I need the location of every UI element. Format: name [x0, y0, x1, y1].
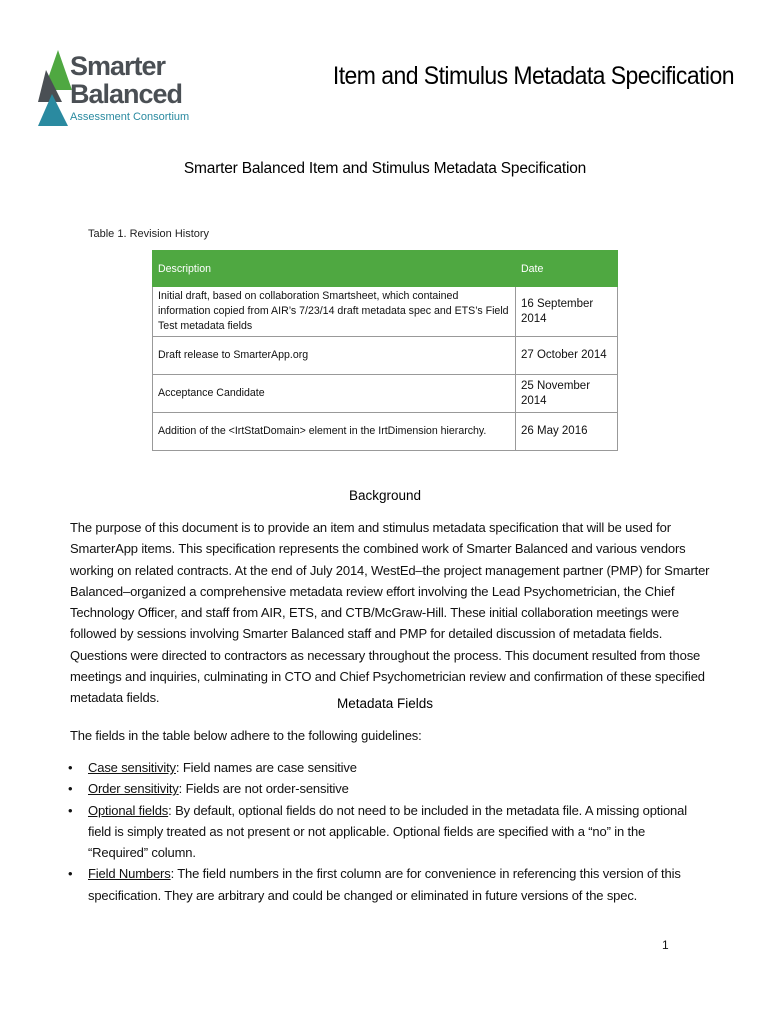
logo-text-balanced: Balanced — [70, 79, 183, 109]
bullet-icon: • — [68, 802, 73, 818]
metadata-fields-intro: The fields in the table below adhere to the following guidelines: — [70, 728, 422, 743]
column-header-date: Date — [516, 251, 618, 287]
page-number: 1 — [662, 938, 669, 952]
revision-description: Initial draft, based on collaboration Smartsheet, which contained information copied from AIR’s 7/23/14 draft metadata spec and ETS’s Field Test metadata fields — [153, 287, 516, 337]
document-title: Item and Stimulus Metadata Specification — [332, 62, 734, 90]
table-row — [153, 413, 618, 451]
background-paragraph: The purpose of this document is to provide an item and stimulus metadata specification that will be used for SmarterApp items. This specification represents the combined work of Smarter Balanced and various vendors working on related contracts. At the end of July 2014, WestEd–the project management partner (PMP) for Smarter Balanced–organized a comprehensive metadata review effort involving the Lead Psychometrician, the Chief Technology Officer, and staff from AIR, ETS, and CTB/McGraw-Hill. These initial collaboration meetings were followed by sessions involving Smarter Balanced staff and PMP for detailed discussion of metadata fields. Questions were directed to contractors as necessary throughout the process. This document resulted from those meetings and inquiries, culminating in CTO and Chief Psychometrician review and confirmation of these specified metadata fields. — [70, 520, 710, 706]
background-heading: Background — [348, 488, 422, 503]
document-subtitle: Smarter Balanced Item and Stimulus Metadata Specification — [183, 160, 587, 177]
bullet-icon: • — [68, 781, 73, 797]
revision-date: 27 October 2014 — [516, 337, 618, 375]
revision-history-table — [152, 250, 618, 451]
revision-date: 25 November 2014 — [516, 375, 618, 413]
bullet-icon: • — [68, 760, 73, 775]
list-item — [68, 778, 708, 799]
guideline-term: Field Numbers — [88, 866, 171, 882]
revision-description: Addition of the <IrtStatDomain> element in the IrtDimension hierarchy. — [153, 413, 516, 451]
metadata-fields-heading: Metadata Fields — [336, 696, 434, 711]
logo-text-smarter: Smarter — [70, 51, 166, 81]
guideline-text: : The field numbers in the first column are for convenience in referencing this version of this specification. They are arbitrary and could be changed or eliminated in future versions of the spec. — [88, 866, 681, 903]
table-row — [153, 375, 618, 413]
list-item — [68, 863, 708, 906]
smarter-balanced-logo — [38, 50, 188, 130]
list-item — [68, 757, 708, 778]
revision-date: 16 September 2014 — [516, 287, 618, 337]
table-caption: Table 1. Revision History — [88, 228, 210, 240]
guideline-term: Order sensitivity — [88, 781, 179, 797]
logo-text-consortium: Assessment Consortium — [70, 111, 190, 123]
table-row — [153, 287, 618, 337]
guidelines-list — [68, 757, 708, 906]
revision-description: Acceptance Candidate — [153, 375, 516, 413]
table-header-row — [153, 251, 618, 287]
guideline-text: : By default, optional fields do not need to be included in the metadata file. A missing optional field is simply treated as not present or not applicable. Optional fields are specified with a “no” in the “Required” column. — [88, 802, 687, 861]
column-header-description: Description — [153, 251, 516, 287]
table-row — [153, 337, 618, 375]
revision-description: Draft release to SmarterApp.org — [153, 337, 516, 375]
revision-date: 26 May 2016 — [516, 413, 618, 451]
bullet-icon: • — [68, 866, 73, 882]
logo-triangle-icon — [38, 50, 72, 128]
guideline-term: Optional fields — [88, 802, 169, 818]
guideline-term: Case sensitivity — [88, 760, 176, 775]
guideline-text: : Field names are case sensitive — [175, 760, 357, 775]
guideline-text: : Fields are not order-sensitive — [178, 781, 349, 797]
list-item — [68, 800, 708, 864]
